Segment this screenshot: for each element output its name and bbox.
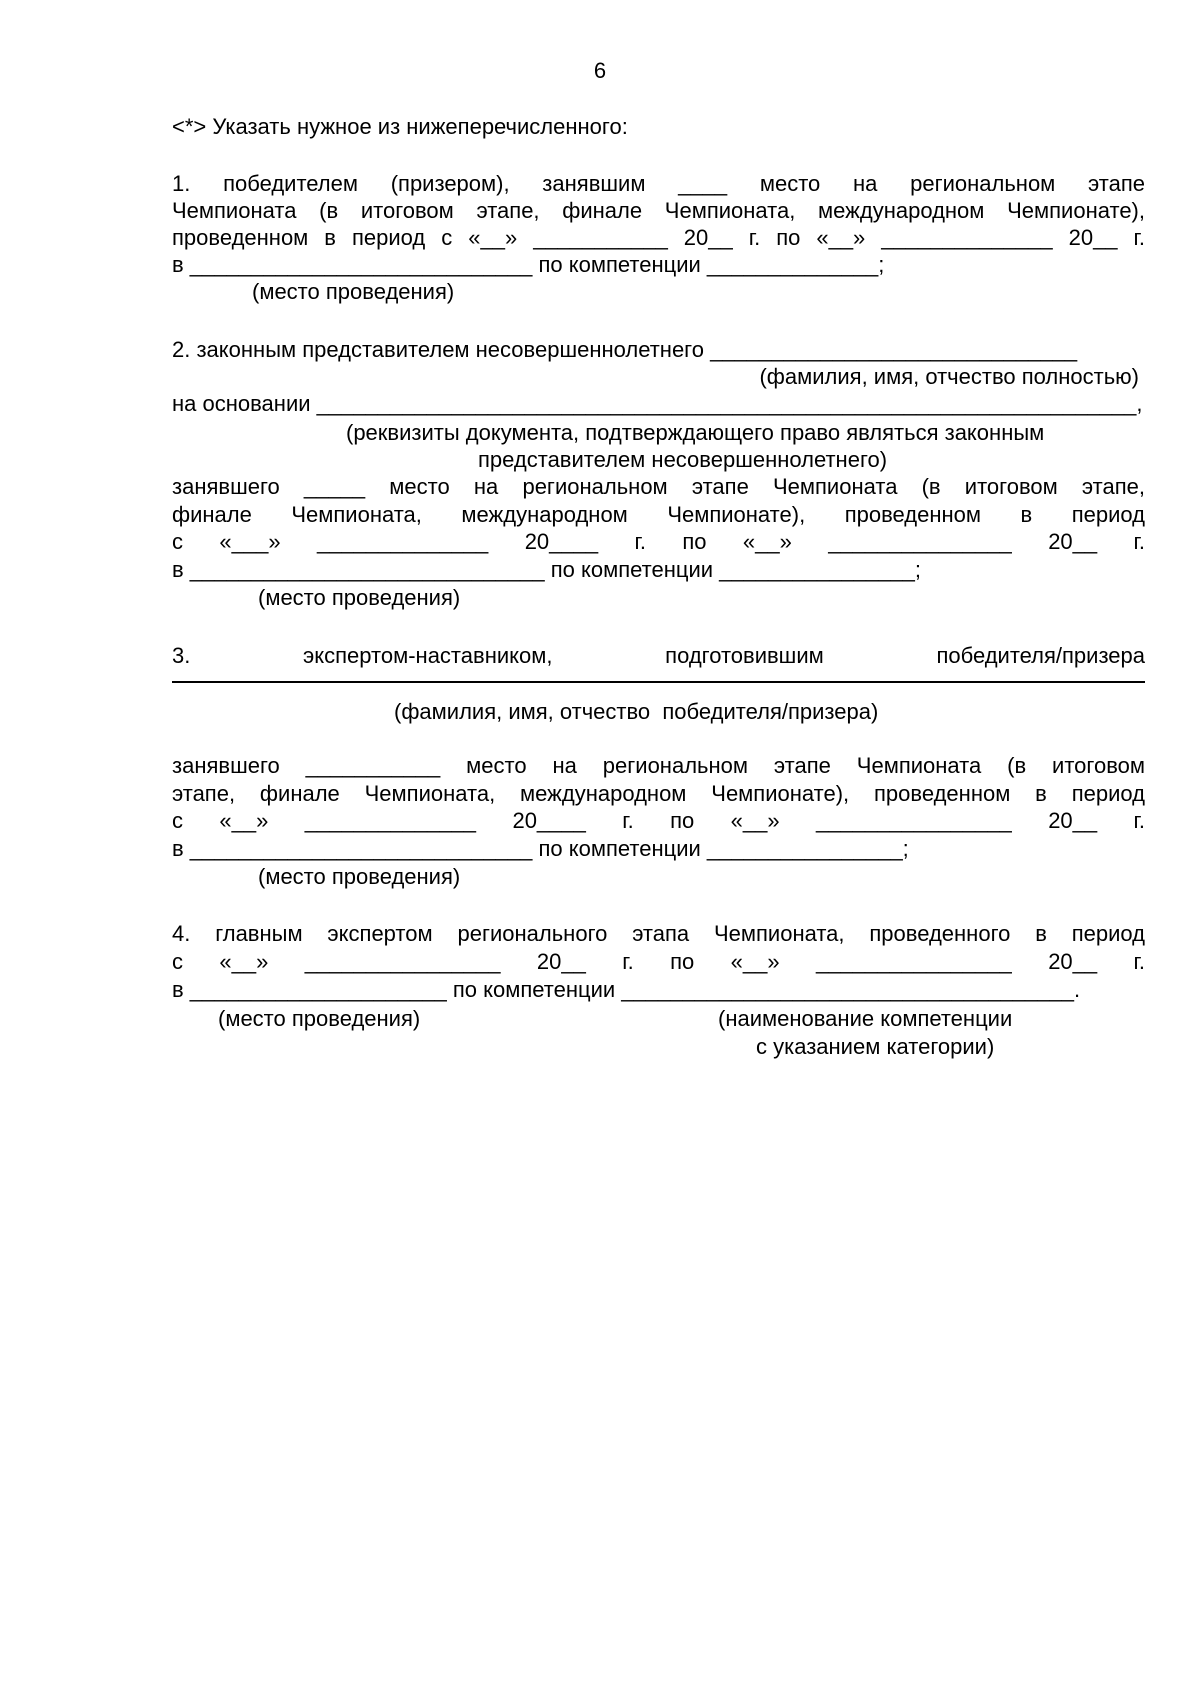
section-4-line-1: 4. главным экспертом регионального этапа Чемпионата, проведенного в период bbox=[172, 921, 1145, 946]
section-1-line-3: проведенном в период с «__» ___________ 20__ г. по «__» ______________ 20__ г. bbox=[172, 225, 1145, 250]
section-4-caption-comp-2: с указанием категории) bbox=[756, 1034, 995, 1059]
section-1-line-4: в ____________________________ по компетенции ______________; bbox=[172, 252, 885, 277]
section-3-line-3: этапе, финале Чемпионата, международном Чемпионате), проведенном в период bbox=[172, 781, 1145, 806]
section-3-fill-line bbox=[172, 681, 1145, 683]
page-number: 6 bbox=[593, 58, 607, 83]
section-2-caption-fio: (фамилия, имя, отчество полностью) bbox=[759, 364, 1139, 389]
section-1-caption-place: (место проведения) bbox=[252, 279, 455, 304]
section-4-caption-place: (место проведения) bbox=[218, 1006, 421, 1031]
section-3-line-5: в ____________________________ по компетенции ________________; bbox=[172, 836, 909, 861]
section-2-caption-place: (место проведения) bbox=[258, 585, 461, 610]
section-2-caption-doc-1: (реквизиты документа, подтверждающего право являться законным bbox=[346, 420, 1045, 445]
section-2-line-1: 2. законным представителем несовершеннолетнего ______________________________ bbox=[172, 337, 1078, 362]
section-2-line-4: финале Чемпионата, международном Чемпионате), проведенном в период bbox=[172, 502, 1145, 527]
section-2-line-6: в _____________________________ по компетенции ________________; bbox=[172, 557, 922, 582]
section-2-line-5: с «___» ______________ 20____ г. по «__» _______________ 20__ г. bbox=[172, 529, 1145, 554]
section-3-line-1: 3. экспертом-наставником, подготовившим победителя/призера bbox=[172, 643, 1145, 668]
section-1-line-1: 1. победителем (призером), занявшим ____ место на региональном этапе bbox=[172, 171, 1145, 196]
section-3-caption-fio: (фамилия, имя, отчество победителя/призера) bbox=[394, 699, 879, 724]
section-3-line-4: с «__» ______________ 20____ г. по «__» ________________ 20__ г. bbox=[172, 808, 1145, 833]
footnote: <*> Указать нужное из нижеперечисленного: bbox=[172, 114, 628, 139]
section-2-line-3: занявшего _____ место на региональном этапе Чемпионата (в итоговом этапе, bbox=[172, 474, 1145, 499]
section-3-line-2: занявшего ___________ место на региональном этапе Чемпионата (в итоговом bbox=[172, 753, 1145, 778]
section-4-line-2: с «__» ________________ 20__ г. по «__» ________________ 20__ г. bbox=[172, 949, 1145, 974]
section-4-caption-comp-1: (наименование компетенции bbox=[718, 1006, 1013, 1031]
section-3-caption-place: (место проведения) bbox=[258, 864, 461, 889]
section-1-line-2: Чемпионата (в итоговом этапе, финале Чемпионата, международном Чемпионате), bbox=[172, 198, 1145, 223]
section-2-line-2: на основании ___________________________________________________________________, bbox=[172, 391, 1143, 416]
section-2-caption-doc-2: представителем несовершеннолетнего) bbox=[478, 447, 888, 472]
section-4-line-3: в _____________________ по компетенции _____________________________________. bbox=[172, 977, 1081, 1002]
